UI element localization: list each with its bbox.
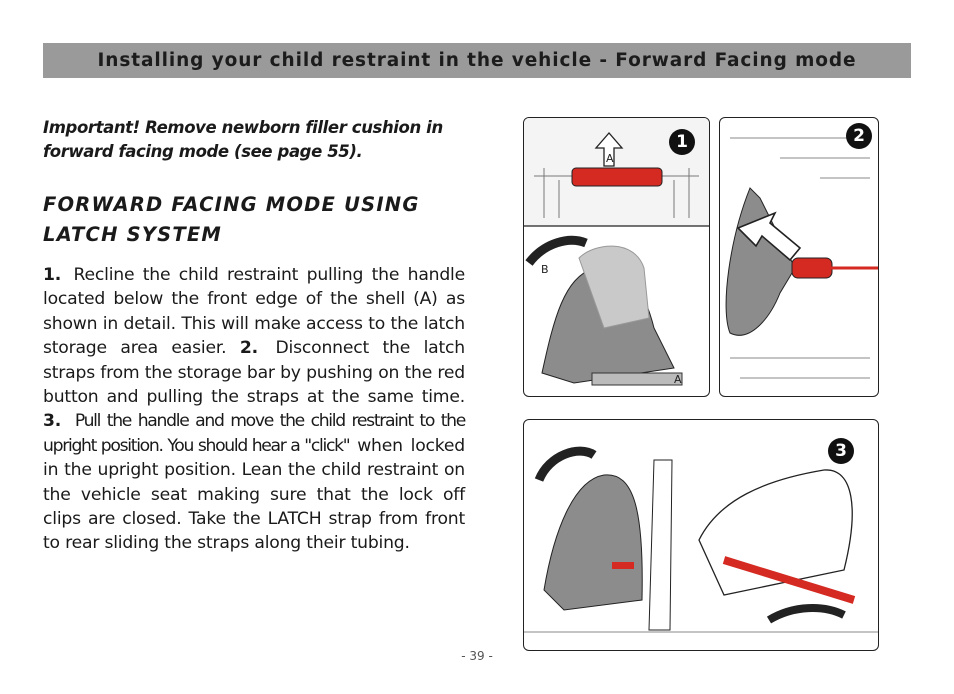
red-button [792,258,832,278]
step-2-number: 2. [239,338,258,359]
figure-1-illustration [524,118,709,396]
figure-3-illustration [524,420,878,650]
rotate-arrow-icon [539,451,594,480]
slide-arrow-icon [769,608,844,620]
step-2-text: Disconnect the latch straps from the storage bar by pushing on the red button and pulling the straps at the same time. [43,338,465,408]
subsection-heading-line2: LATCH SYSTEM [43,223,223,246]
label-b: B [541,263,549,276]
step-1-number: 1. [43,265,62,285]
section-header [43,43,911,78]
subsection-heading-line1: FORWARD FACING MODE USING [43,193,420,216]
figure-2-illustration [720,118,878,396]
step-3-number: 3. [43,411,62,432]
figure-1-recline-panel [523,117,710,397]
page-number: - 39 - [461,649,493,663]
rotate-arrow-icon [529,240,586,263]
figure-1-badge: 1 [669,129,695,155]
seat-base [592,373,682,385]
vehicle-seatback [649,460,672,630]
label-a-bottom: A [674,373,682,386]
instructions-text [43,263,465,556]
child-seat-upright [544,475,642,610]
step-1-text: Recline the child restraint pulling the handle located below the front edge of the shell (A) as shown in detail. This will make access to the latch storage area easier. [43,265,466,359]
figure-2-badge: 2 [846,123,872,149]
section-title: Installing your child restraint in the vehicle - Forward Facing mode [97,50,857,71]
figure-2-latch-panel [719,117,879,397]
label-a-top: A [606,152,614,165]
subsection-heading [43,190,473,250]
step-3-text-a: Pull the handle and move the child restraint to the upright position. You should hear a "click" [43,411,465,456]
figure-3-upright-panel [523,419,879,651]
step-3-text-b: when locked in the upright position. Lean the child restraint on the vehicle seat making sure that the lock off clips are closed. Take the LATCH strap from front to rear sliding the straps along their tubing. [43,435,465,554]
figure-3-badge: 3 [828,438,854,464]
latch-strap [726,188,795,335]
red-handle [572,168,662,186]
important-note: Important! Remove newborn filler cushion in forward facing mode (see page 55). [43,118,443,161]
lock-off-clip [612,562,634,569]
